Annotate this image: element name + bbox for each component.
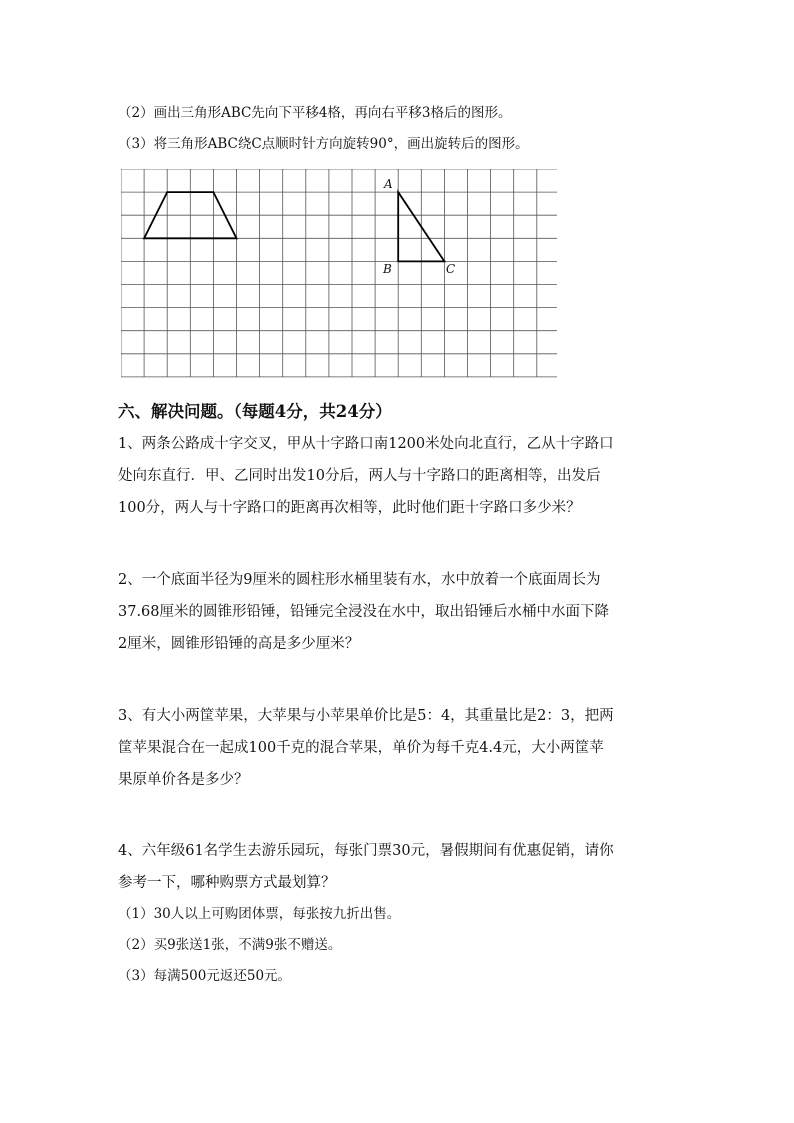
question-4-line-1: 4、六年级61名学生去游乐园玩，每张门票30元，暑假期间有优惠促销，请你 xyxy=(118,843,614,859)
grid-figure xyxy=(121,169,557,381)
option-3: （3）每满500元返还50元。 xyxy=(118,968,292,984)
question-3-line-2: 筐苹果混合在一起成100千克的混合苹果，单价为每千克4.4元，大小两筐苹 xyxy=(118,740,604,756)
instruction-translate: （2）画出三角形ABC先向下平移4格，再向右平移3格后的图形。 xyxy=(118,105,512,121)
instruction-rotate: （3）将三角形ABC绕C点顺时针方向旋转90°，画出旋转后的图形。 xyxy=(118,136,529,152)
question-3-line-3: 果原单价各是多少？ xyxy=(118,772,249,788)
point-c-label: C xyxy=(446,262,456,276)
question-4-line-2: 参考一下，哪种购票方式最划算？ xyxy=(118,875,336,891)
question-1-line-2: 处向东直行．甲、乙同时出发10分后，两人与十字路口的距离相等，出发后 xyxy=(118,468,601,484)
question-2-line-3: 2厘米，圆锥形铅锤的高是多少厘米？ xyxy=(118,636,360,652)
question-1-line-1: 1、两条公路成十字交叉，甲从十字路口南1200米处向北直行，乙从十字路口 xyxy=(118,436,614,452)
option-2: （2）买9张送1张，不满9张不赠送。 xyxy=(118,937,342,953)
question-2-line-1: 2、一个底面半径为9厘米的圆柱形水桶里装有水，水中放着一个底面周长为 xyxy=(118,572,601,588)
question-2-line-2: 37.68厘米的圆锥形铅锤，铅锤完全浸没在水中，取出铅锤后水桶中水面下降 xyxy=(118,604,610,620)
point-a-label: A xyxy=(384,177,393,191)
question-3-line-1: 3、有大小两筐苹果，大苹果与小苹果单价比是5：4，其重量比是2：3，把两 xyxy=(118,708,614,724)
question-1-line-3: 100分，两人与十字路口的距离再次相等，此时他们距十字路口多少米？ xyxy=(118,500,581,516)
option-1: （1）30人以上可购团体票，每张按九折出售。 xyxy=(118,906,401,922)
section-heading: 六、解决问题。（每题4分，共24分） xyxy=(118,402,392,421)
point-b-label: B xyxy=(383,262,392,276)
